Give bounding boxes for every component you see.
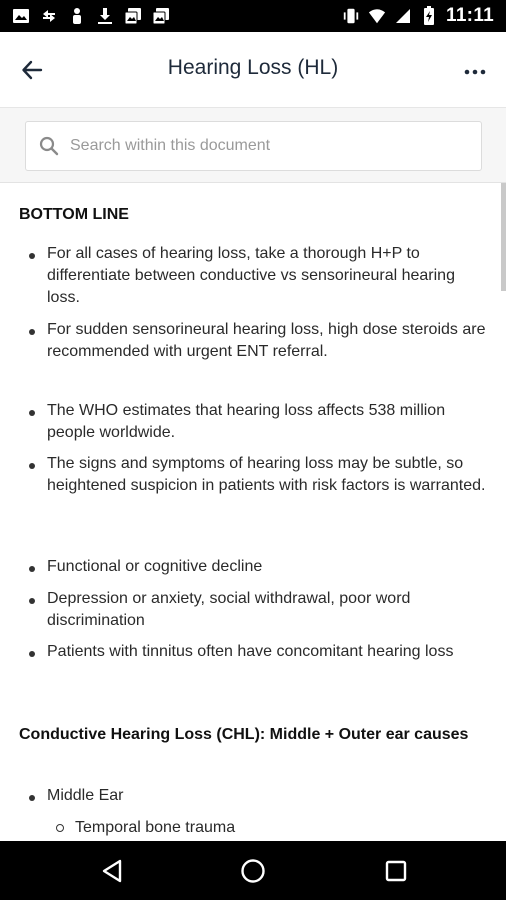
- list-item: The WHO estimates that hearing loss affects 538 million people worldwide.: [47, 402, 446, 441]
- page-title: Hearing Loss (HL): [167, 56, 339, 79]
- list-item: Patients with tinnitus often have concomitant hearing loss: [47, 643, 454, 660]
- nav-back-button[interactable]: [96, 855, 128, 887]
- bullet-dot: [29, 329, 35, 335]
- bullet-dot: [29, 566, 35, 572]
- circle-home-icon: [240, 858, 266, 884]
- wifi-icon: [368, 7, 386, 25]
- bullet-dot: [29, 598, 35, 604]
- search-bar: [0, 108, 506, 183]
- nav-recents-button[interactable]: [380, 855, 412, 887]
- square-recents-icon: [385, 860, 407, 882]
- download-icon: [96, 7, 114, 25]
- triangle-back-icon: [101, 859, 123, 883]
- sub-bullet-circle: [56, 824, 64, 832]
- photo-stack-icon: [124, 7, 142, 25]
- bottom-line-heading: BOTTOM LINE: [19, 206, 129, 223]
- status-bar: [0, 0, 506, 32]
- signal-icon: [394, 7, 412, 25]
- list-item: For all cases of hearing loss, take a thorough H+P to differentiate between conductive vs sensorineural hearing loss.: [47, 245, 455, 306]
- nav-home-button[interactable]: [237, 855, 269, 887]
- list-item: Middle Ear: [47, 787, 124, 804]
- search-box[interactable]: [25, 121, 482, 171]
- navigation-bar: [0, 841, 506, 900]
- bullet-dot: [29, 253, 35, 259]
- vibrate-icon: [342, 7, 360, 25]
- image-icon: [12, 7, 30, 25]
- more-options-button[interactable]: [462, 62, 488, 82]
- system-icons: [342, 5, 506, 27]
- document-content[interactable]: [0, 183, 506, 841]
- notification-icons: [0, 7, 170, 25]
- bullet-dot: [29, 795, 35, 801]
- app-bar: [0, 32, 506, 108]
- bullet-dot: [29, 410, 35, 416]
- photo-stack-icon: [152, 7, 170, 25]
- sync-icon: [40, 7, 58, 25]
- search-input[interactable]: [70, 137, 481, 155]
- battery-icon: [420, 7, 438, 25]
- chl-heading: Conductive Hearing Loss (CHL): Middle + Outer ear causes: [19, 726, 469, 743]
- more-horiz-icon: [464, 69, 486, 75]
- list-item: Functional or cognitive decline: [47, 558, 263, 575]
- bullet-dot: [29, 651, 35, 657]
- search-icon: [38, 135, 60, 157]
- list-item: The signs and symptoms of hearing loss may be subtle, so heightened suspicion in patients with risk factors is warranted.: [47, 455, 486, 494]
- list-item: For sudden sensorineural hearing loss, high dose steroids are recommended with urgent ENT referral.: [47, 321, 486, 360]
- person-icon: [68, 7, 86, 25]
- list-item: Depression or anxiety, social withdrawal, poor word discrimination: [47, 590, 411, 629]
- clock: 11:11: [446, 5, 494, 26]
- bullet-dot: [29, 463, 35, 469]
- sub-list-item: Temporal bone trauma: [75, 819, 236, 836]
- scrollbar-thumb[interactable]: [501, 183, 506, 291]
